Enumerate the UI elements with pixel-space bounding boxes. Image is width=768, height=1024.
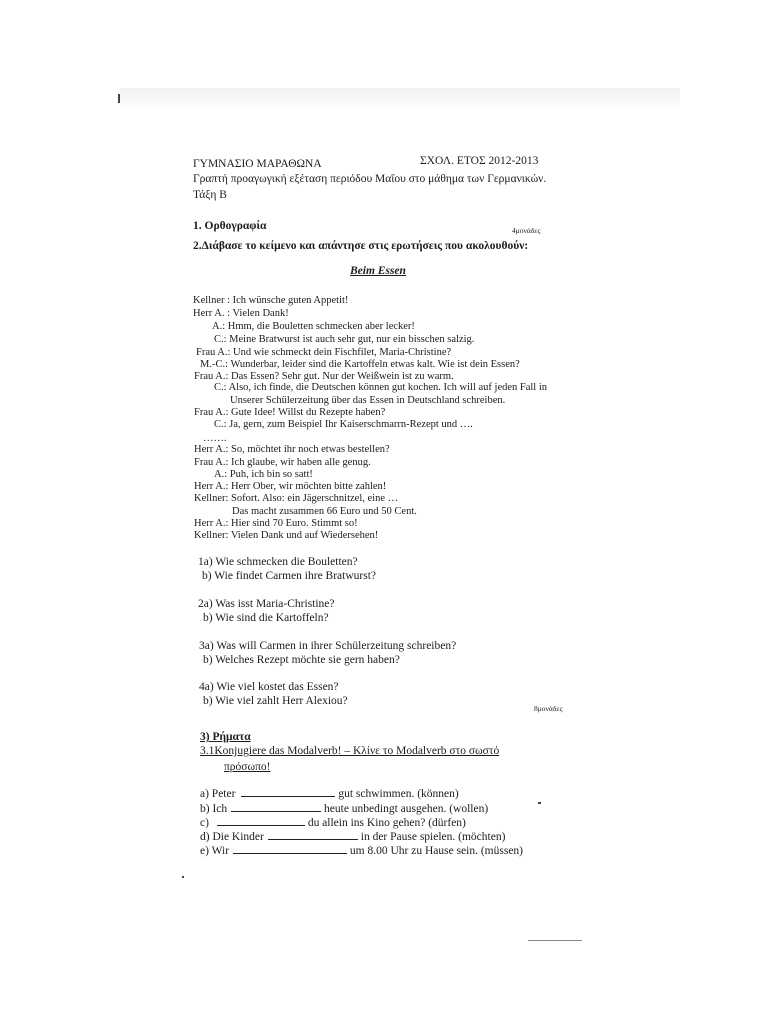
question-item: b) Welches Rezept möchte sie gern haben? [203,654,400,666]
section1-title: 1. Ορθογραφία [193,220,267,232]
dialogue-line: Herr A.: Hier sind 70 Euro. Stimmt so! [194,518,358,529]
dialogue-line: Frau A.: Gute Idee! Willst du Rezepte haben? [194,407,386,418]
dialogue-line: Kellner: Sofort. Also: ein Jägerschnitzel, eine … [194,493,399,504]
answer-blank[interactable] [231,802,321,812]
dialogue-line: Kellner : Ich wünsche guten Appetit! [193,295,349,306]
exercise-suffix: heute unbedingt ausgehen. (wollen) [321,803,489,815]
exercise-suffix: du allein ins Kino gehen? (dürfen) [304,817,466,829]
question-item: 3a) Was will Carmen in ihrer Schülerzeitung schreiben? [199,640,457,652]
dialogue-line: Frau A.: Das Essen? Sehr gut. Nur der Weißwein ist zu warm. [194,371,454,382]
section3-subtitle: 3.1Konjugiere das Modalverb! – Κλίνε το Modalverb στο σωστό [200,745,500,757]
school-year: ΣΧΟΛ. ΕΤΟΣ 2012-2013 [420,155,539,167]
scan-shadow [120,88,680,112]
exercise-prefix: e) Wir [200,845,230,857]
exercise-item [200,816,466,830]
exercise-prefix: b) Ich [200,803,228,815]
question-item: 2a) Was isst Maria-Christine? [198,598,335,610]
dialogue-line: C.: Also, ich finde, die Deutschen können gut kochen. Ich will auf jeden Fall in [214,382,548,393]
question-item: 4a) Wie viel kostet das Essen? [199,681,339,693]
dialogue-line: Frau A.: Und wie schmeckt dein Fischfilet, Maria-Christine? [196,347,452,358]
scan-dot [538,802,541,804]
exercise-suffix: in der Pause spielen. (möchten) [357,831,506,843]
exercise-prefix: a) Peter [200,788,236,800]
dialogue-line: Herr A. : Vielen Dank! [193,308,289,319]
text-title: Beim Essen [350,265,406,277]
answer-blank[interactable] [233,844,347,854]
scan-artifact-line [528,940,582,941]
class-label: Τάξη Β [193,189,227,201]
exercise-prefix: c) [200,817,209,829]
exam-description: Γραπτή προαγωγική εξέταση περιόδου Μαΐου στο μάθημα των Γερμανικών. [193,173,547,185]
question-item: b) Wie viel zahlt Herr Alexiou? [203,695,348,707]
exercise-suffix: gut schwimmen. (können) [335,788,459,800]
dialogue-line: Das macht zusammen 66 Euro und 50 Cent. [232,506,417,517]
dialogue-line: Frau A.: Ich glaube, wir haben alle genug. [194,457,371,468]
exercise-suffix: um 8.00 Uhr zu Hause sein. (müssen) [347,845,524,857]
answer-blank[interactable] [217,816,305,826]
dialogue-line: M.-C.: Wunderbar, leider sind die Kartoffeln etwas kalt. Wie ist dein Essen? [200,359,520,370]
dialogue-line: Herr A.: Herr Ober, wir möchten bitte zahlen! [194,481,387,492]
exercise-item [200,830,505,844]
dialogue-ellipsis: ……. [203,433,227,444]
scan-mark [118,94,120,103]
scan-dot [182,876,184,878]
dialogue-line: A.: Puh, ich bin so satt! [214,469,313,480]
dialogue-line: A.: Hmm, die Bouletten schmecken aber lecker! [212,321,415,332]
dialogue-line: C.: Meine Bratwurst ist auch sehr gut, nur ein bisschen salzig. [214,334,475,345]
section2-points: 8μονάδες [534,704,563,713]
question-item: 1a) Wie schmecken die Bouletten? [198,556,358,568]
exercise-prefix: d) Die Kinder [200,831,264,843]
exercise-item [200,802,488,816]
section2-title: 2.Διάβασε το κείμενο και απάντησε στις ερωτήσεις που ακολουθούν: [193,240,529,252]
dialogue-line: Unserer Schülerzeitung über das Essen in Deutschland schreiben. [230,395,506,406]
exercise-item [200,787,459,801]
section3-title: 3) Ρήματα [200,731,251,743]
school-name: ΓΥΜΝΑΣΙΟ ΜΑΡΑΘΩΝΑ [193,158,322,170]
answer-blank[interactable] [268,830,358,840]
question-item: b) Wie sind die Kartoffeln? [203,612,329,624]
section3-subtitle-cont: πρόσωπο! [224,761,271,773]
answer-blank[interactable] [241,787,335,797]
dialogue-line: Herr A.: So, möchtet ihr noch etwas bestellen? [194,444,390,455]
question-item: b) Wie findet Carmen ihre Bratwurst? [202,570,377,582]
exercise-item [200,844,523,858]
dialogue-line: Kellner: Vielen Dank und auf Wiedersehen! [194,530,379,541]
section1-points: 4μονάδες [512,226,541,235]
dialogue-line: C.: Ja, gern, zum Beispiel Ihr Kaiserschmarrn-Rezept und …. [214,419,473,430]
